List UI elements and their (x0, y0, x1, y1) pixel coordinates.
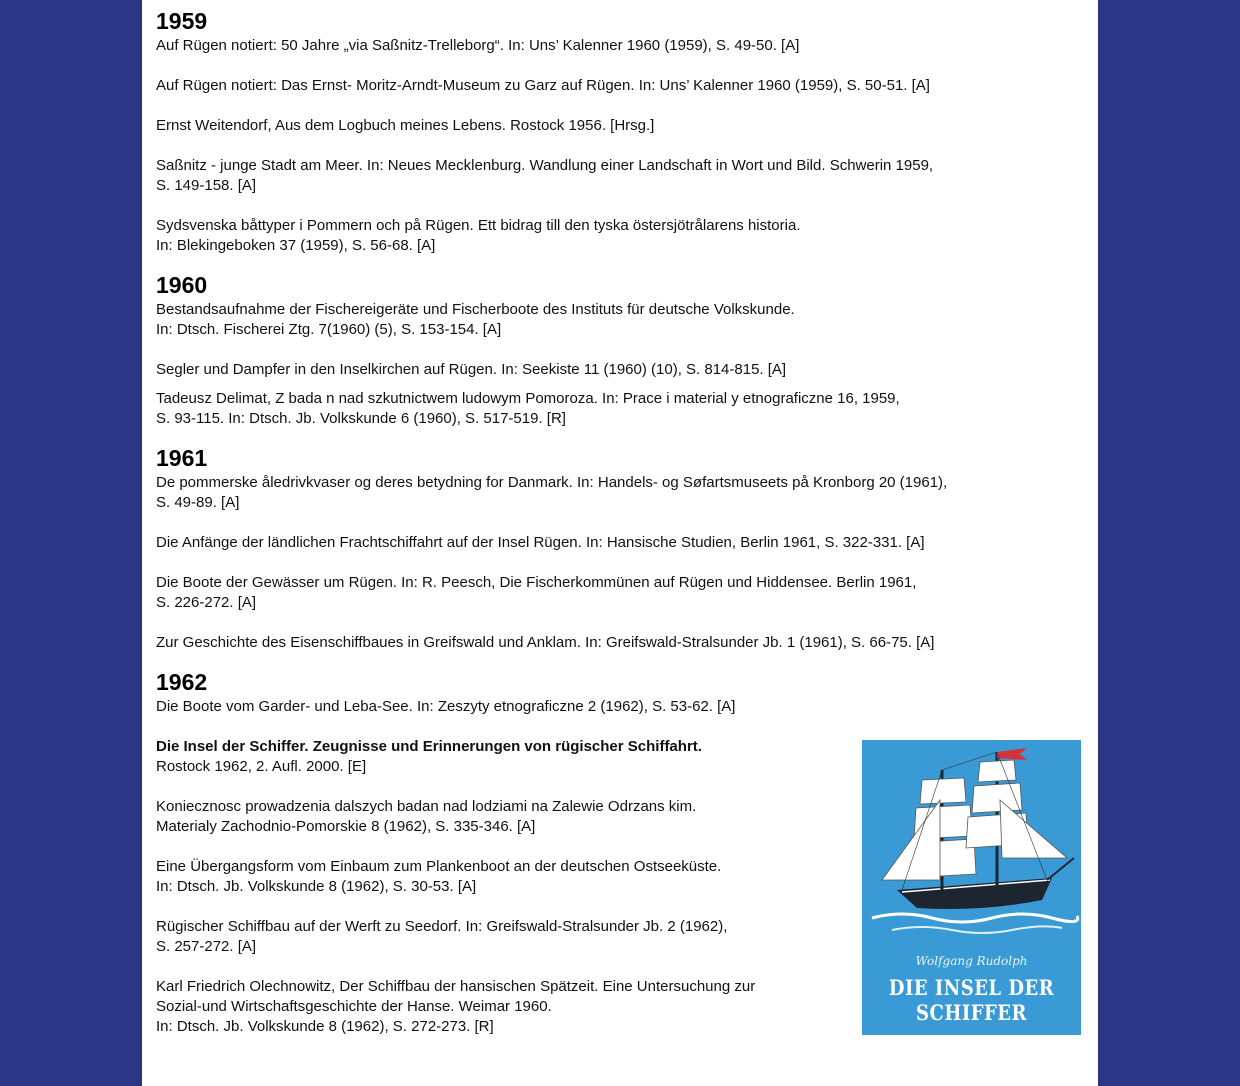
bibliography-entry: Segler und Dampfer in den Inselkirchen auf Rügen. In: Seekiste 11 (1960) (10), S. 814-815. [A] (156, 361, 787, 378)
featured-book-title: Die Insel der Schiffer. Zeugnisse und Erinnerungen von rügischer Schiffahrt. (156, 738, 702, 755)
year-heading: 1962 (156, 669, 208, 695)
year-heading: 1960 (156, 272, 208, 298)
cover-title: DIE INSEL DER SCHIFFER (888, 975, 1055, 1027)
bibliography-entry: Rügischer Schiffbau auf der Werft zu Seedorf. In: Greifswald-Stralsunder Jb. 2 (1962), S. 257-272. [A] (156, 918, 728, 955)
year-heading: 1959 (156, 8, 208, 34)
bibliography-entry: Die Boote vom Garder- und Leba-See. In: Zeszyty etnograficzne 2 (1962), S. 53-62. [A] (156, 698, 736, 715)
bibliography-entry: Zur Geschichte des Eisenschiffbaues in Greifswald und Anklam. In: Greifswald-Stralsunder Jb. 1 (1961), S. 66-75. [A] (156, 634, 935, 651)
bibliography-entry: Saßnitz - junge Stadt am Meer. In: Neues Mecklenburg. Wandlung einer Landschaft in Wort und Bild. Schwerin 1959, S. 149-158. [A] (156, 157, 934, 194)
bibliography-entry: Auf Rügen notiert: Das Ernst- Moritz-Arndt-Museum zu Garz auf Rügen. In: Uns’ Kalenner 1960 (1959), S. 50-51. [A] (156, 77, 930, 94)
bibliography-entry: Bestandsaufnahme der Fischereigeräte und Fischerboote des Instituts für deutsche Volkskunde. In: Dtsch. Fischerei Ztg. 7(1960) (5), S. 153-154. [A] (156, 301, 795, 338)
year-heading: 1961 (156, 445, 208, 471)
bibliography-entry: Koniecznosc prowadzenia dalszych badan nad lodziami na Zalewie Odrzans kim. Materialy Zachodnio-Pomorskie 8 (1962), S. 335-346. [A] (156, 798, 697, 835)
bibliography-entry: De pommerske åledrivkvaser og deres betydning for Danmark. In: Handels- og Søfartsmuseets på Kronborg 20 (1961), S. 49-89. [A] (156, 474, 948, 511)
featured-book-details: Rostock 1962, 2. Aufl. 2000. [E] (156, 758, 367, 775)
bibliography-entry: Die Boote der Gewässer um Rügen. In: R. Peesch, Die Fischerkommünen auf Rügen und Hiddensee. Berlin 1961, S. 226-272. [A] (156, 574, 917, 611)
year-section-1961 (156, 443, 1056, 653)
sailing-ship-illustration (862, 740, 1081, 950)
cover-author: Wolfgang Rudolph (915, 954, 1028, 968)
bibliography-entry: Die Anfänge der ländlichen Frachtschiffahrt auf der Insel Rügen. In: Hansische Studien, Berlin 1961, S. 322-331. [A] (156, 534, 925, 551)
year-section-1960 (156, 270, 1056, 429)
bibliography-entry: Ernst Weitendorf, Aus dem Logbuch meines Lebens. Rostock 1956. [Hrsg.] (156, 117, 655, 134)
bibliography-entry: Sydsvenska båttyper i Pommern och på Rügen. Ett bidrag till den tyska östersjötrålarens historia. In: Blekingeboken 37 (1959), S. 56-68. [A] (156, 217, 801, 254)
bibliography-entry: Karl Friedrich Olechnowitz, Der Schiffbau der hansischen Spätzeit. Eine Untersuchung zur Sozial-und Wirtschaftsgeschichte der Hanse. Weimar 1960. In: Dtsch. Jb. Volkskunde 8 (1962), S. 272-273. [R] (156, 978, 756, 1035)
bibliography-entry: Tadeusz Delimat, Z bada n nad szkutnictwem ludowym Pomoroza. In: Prace i material y etnograficzne 16, 1959, S. 93-115. In: Dtsch. Jb. Volkskunde 6 (1960), S. 517-519. [R] (156, 390, 900, 427)
year-section-1959 (156, 6, 1056, 256)
bibliography-entry: Auf Rügen notiert: 50 Jahre „via Saßnitz-Trelleborg“. In: Uns’ Kalenner 1960 (1959), S. 49-50. [A] (156, 37, 800, 54)
bibliography-entry: Eine Übergangsform vom Einbaum zum Plankenboot an der deutschen Ostseeküste. In: Dtsch. Jb. Volkskunde 8 (1962), S. 30-53. [A] (156, 858, 722, 895)
book-cover-image (862, 740, 1081, 1035)
